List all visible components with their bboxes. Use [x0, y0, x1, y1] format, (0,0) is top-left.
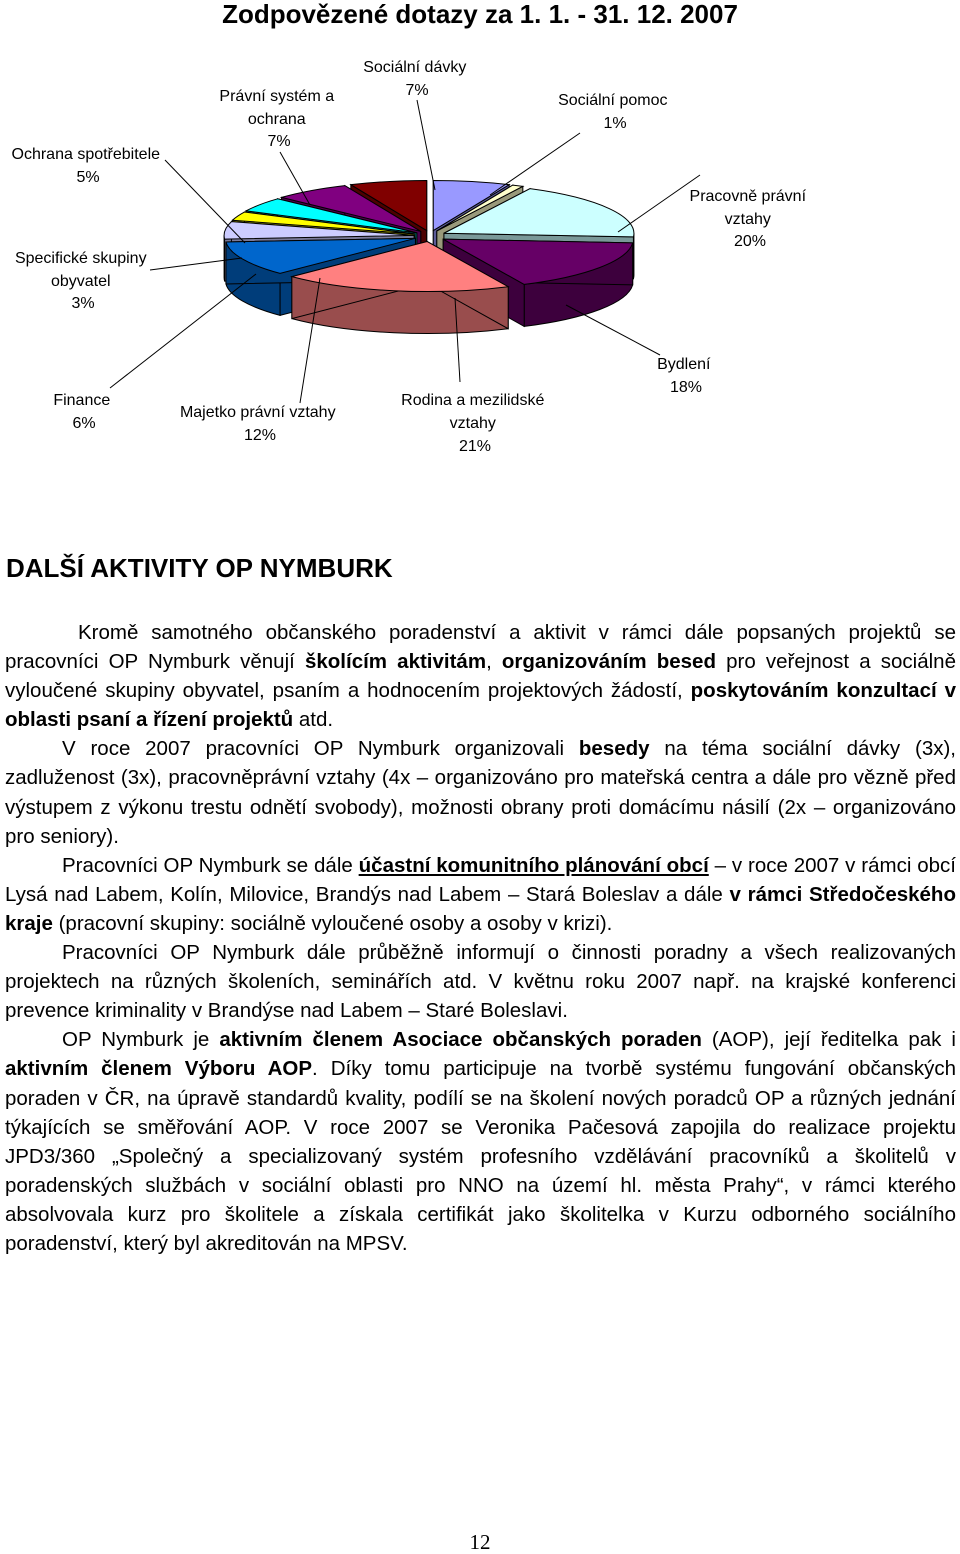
- label-pracovne-pravni: Pracovně právní vztahy 20%: [689, 188, 807, 250]
- leader-line: [490, 133, 580, 195]
- text-run: ,: [486, 650, 502, 674]
- text-run: OP Nymburk je: [62, 1028, 220, 1052]
- paragraph: [5, 938, 956, 1025]
- text-run: na téma sociální dávky (3x), zadluženost (3x), pracovněprávní vztahy (4x – organizováno pro mateřská centra a dále pro vězně před výstupem z výkonu trestu odnětí svobody), možnosti obrany proti domácímu násilí (2x – organizováno pro seniory).: [5, 737, 956, 848]
- text-run: (pracovní skupiny: sociálně vyloučené osoby a osoby v krizi).: [52, 911, 613, 935]
- text-run: Pracovníci OP Nymburk dále průběžně informují o činnosti poradny a všech realizovaných projektech na různých školeních, seminářích atd. V květnu roku 2007 např. na krajské konferenci prevence kriminality v Brandýse nad Labem – Staré Boleslavi.: [5, 941, 956, 1023]
- text-run: Pracovníci OP Nymburk se dále: [62, 853, 359, 877]
- text-run: . Díky tomu participuje na tvorbě systému fungování občanských poraden v ČR, na úpravě standardů kvality, podílí se na školení nových poradců OP a různých jednání týkajících se směřování AOP. V roce 2007 se Veronika Pačesová zapojila do realizace projektu JPD3/360 „Společný a specializovaný systém profesního vzdělávání pracovníků a školitelů v poradenských službách v sociální oblasti pro NNO na území hl. města Prahy“, v rámci kterého absolvovala kurz pro školitele a získala certifikát jako školitelka v Kurzu odborného sociálního poradenství, který byl akreditován na MPSV.: [5, 1057, 956, 1255]
- paragraph: [5, 1025, 956, 1258]
- text-run: V roce 2007 pracovníci OP Nymburk organizovali: [62, 737, 579, 761]
- label-ochrana-spotrebitele: Ochrana spotřebitele 5%: [11, 146, 161, 186]
- label-rodina: Rodina a mezilidské vztahy 21%: [401, 392, 545, 455]
- text-run: Kromě samotného občanského poradenství a aktivit v rámci dále popsaných projektů se pracovníci OP Nymburk věnují: [5, 621, 956, 674]
- page-number: 12: [469, 1530, 491, 1554]
- bold-text: poskytováním konzultací v oblasti psaní a řízení projektů: [5, 679, 957, 732]
- paragraph: [5, 851, 956, 938]
- text-run: atd.: [293, 708, 334, 732]
- text-run: pro veřejnost a sociálně vyloučené skupiny obyvatel, psaním a hodnocením projektových žádostí,: [5, 650, 956, 703]
- leader-line: [566, 305, 660, 355]
- label-finance: Finance 6%: [53, 392, 111, 432]
- bold-text: besedy: [578, 737, 650, 761]
- label-specificke-skupiny: Specifické skupiny obyvatel 3%: [14, 250, 147, 312]
- section-heading: DALŠÍ AKTIVITY OP NYMBURK: [6, 553, 393, 583]
- bold-text: organizováním besed: [501, 650, 716, 674]
- bold-text: aktivním členem Výboru AOP: [5, 1057, 313, 1081]
- leader-line: [165, 160, 245, 243]
- chart-title: Zodpovězené dotazy za 1. 1. - 31. 12. 2007: [222, 0, 738, 29]
- bold-text: v rámci Středočeského kraje: [5, 882, 956, 935]
- label-bydleni: Bydlení 18%: [657, 356, 711, 396]
- pie-wedges: [224, 181, 634, 334]
- body-text: [5, 618, 956, 1258]
- label-socialni-pomoc: Sociální pomoc 1%: [558, 92, 668, 132]
- label-majetko: Majetko právní vztahy 12%: [179, 404, 336, 444]
- label-pravni-system: Právní systém a ochrana 7%: [219, 88, 335, 150]
- bold-text: aktivním členem Asociace občanských poraden: [219, 1028, 702, 1052]
- label-socialni-davky: Sociální dávky 7%: [363, 59, 467, 99]
- pie-chart: [0, 30, 960, 480]
- leader-line: [618, 175, 700, 232]
- text-run: – v roce 2007 v rámci obcí Lysá nad Labem, Kolín, Milovice, Brandýs nad Labem – Stará Boleslav a dále: [5, 853, 956, 906]
- bold-text: školícím aktivitám: [304, 650, 487, 674]
- leader-line: [417, 100, 435, 190]
- paragraph: [5, 618, 956, 734]
- bold-text: účastní komunitního plánování obcí: [358, 853, 709, 877]
- leader-line: [110, 274, 256, 388]
- text-run: (AOP), její ředitelka pak i: [701, 1028, 956, 1052]
- paragraph: [5, 734, 956, 850]
